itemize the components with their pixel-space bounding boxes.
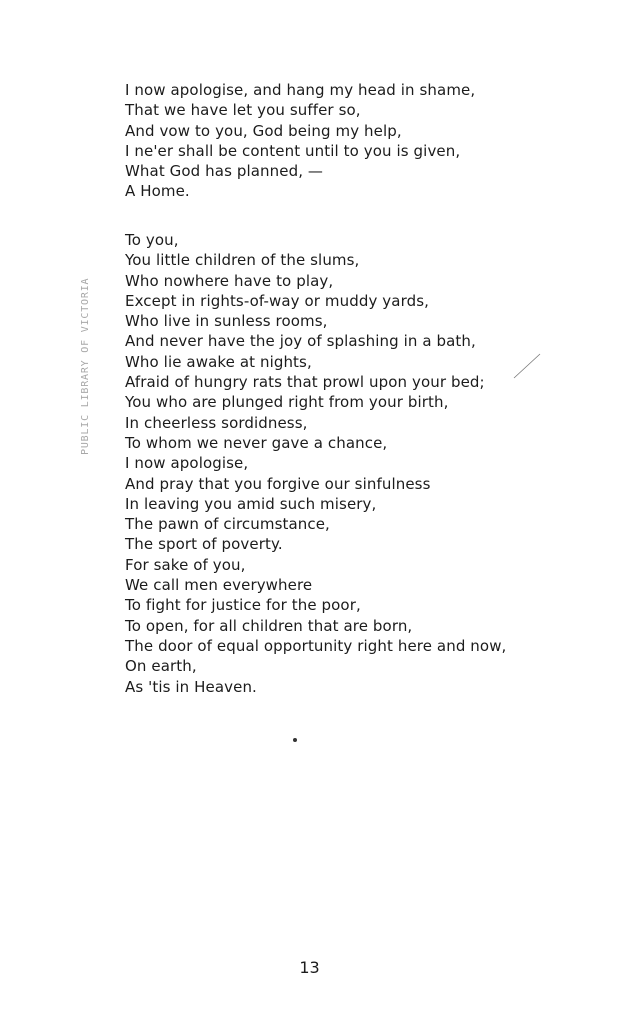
poem-line: I ne'er shall be content until to you is given,: [125, 141, 461, 160]
poem-stanza-2: [125, 230, 506, 697]
poem-line: To open, for all children that are born,: [125, 616, 413, 635]
poem-line: I now apologise, and hang my head in shame,: [125, 81, 476, 99]
poem-line: For sake of you,: [125, 555, 246, 574]
poem-stanza-1: [125, 80, 475, 202]
poem-line: The sport of poverty.: [125, 535, 283, 554]
poem-line: To whom we never gave a chance,: [125, 433, 388, 452]
poem-line: Who lie awake at nights,: [125, 352, 312, 371]
poem-line: Who live in sunless rooms,: [125, 312, 328, 331]
poem-line: To you,: [125, 231, 179, 249]
poem-line: As 'tis in Heaven.: [125, 677, 257, 696]
library-stamp: [80, 240, 96, 455]
poem-line: I now apologise,: [125, 454, 249, 473]
poem-line: What God has planned, —: [125, 162, 324, 181]
library-stamp-text: PUBLIC LIBRARY OF VICTORIA: [80, 277, 91, 455]
poem-line: In cheerless sordidness,: [125, 413, 308, 432]
poem-line: And pray that you forgive our sinfulness: [125, 474, 431, 493]
poem-line: In leaving you amid such misery,: [125, 494, 377, 513]
poem-line: The pawn of circumstance,: [125, 515, 330, 534]
poem-line: And never have the joy of splashing in a bath,: [125, 332, 476, 351]
page-number: 13: [299, 958, 320, 977]
poem-line: You little children of the slums,: [125, 251, 360, 270]
poem-line: A Home.: [125, 182, 190, 201]
poem-line: On earth,: [125, 657, 197, 676]
poem-line: Afraid of hungry rats that prowl upon your bed;: [125, 373, 485, 392]
poem-line: And vow to you, God being my help,: [125, 121, 402, 140]
poem-line: To fight for justice for the poor,: [125, 596, 361, 615]
poem-line: Who nowhere have to play,: [125, 271, 334, 290]
ink-dot: [293, 738, 297, 742]
poem-line: We call men everywhere: [125, 576, 313, 595]
poem-line: Except in rights-of-way or muddy yards,: [125, 291, 429, 310]
poem-line: The door of equal opportunity right here and now,: [125, 636, 507, 655]
pencil-mark: [512, 352, 542, 382]
poem-line: That we have let you suffer so,: [125, 101, 361, 120]
poem-line: You who are plunged right from your birth,: [125, 393, 449, 412]
